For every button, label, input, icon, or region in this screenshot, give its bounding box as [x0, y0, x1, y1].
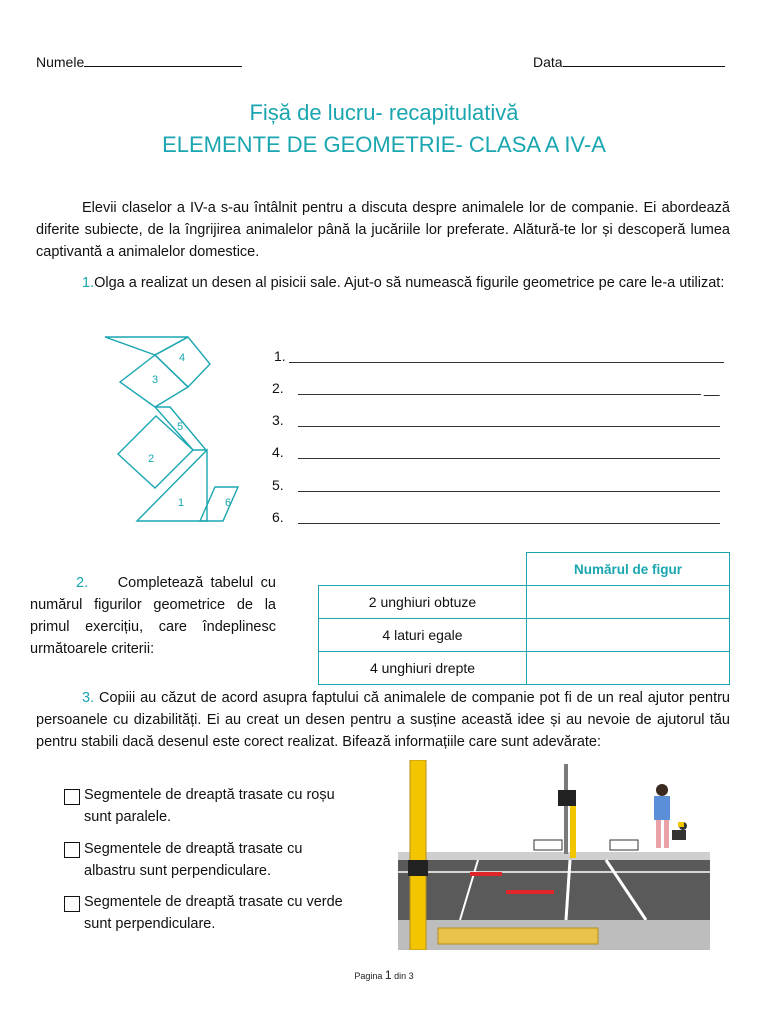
answer-number-4: 4.	[272, 444, 284, 460]
date-label: Data	[533, 54, 563, 70]
criteria-answer-cell[interactable]	[527, 586, 730, 619]
yellow-pole	[410, 760, 426, 950]
exercise-1-text	[36, 272, 730, 294]
exercise-2-prompt: Completează tabelul cu numărul figurilor geometrice de la primul exercițiu, care îndeplinesc următoarele criterii:	[30, 575, 276, 657]
intro-paragraph: Elevii claselor a IV-a s-au întâlnit pentru a discuta despre animalele lor de companie. Ei abordează diferite subiecte, de la îngrijirea animalelor până la jucăriile lor preferate. Alătură-te lor și descoperă lumea captivantă a animalelor domestice.	[36, 200, 730, 260]
exercise-2-text	[30, 572, 276, 660]
criteria-label: 2 unghiuri obtuze	[319, 586, 527, 619]
date-blank[interactable]	[563, 54, 725, 67]
table-row	[319, 652, 730, 685]
date-field[interactable]	[533, 54, 725, 70]
figure-label-5: 5	[177, 421, 184, 433]
criteria-table	[318, 552, 730, 685]
table-row	[319, 619, 730, 652]
exercise-3-prompt: Copiii au căzut de acord asupra faptului că animalele de companie pot fi de un real ajutor pentru persoanele cu dizabilități. Ei au creat un desen pentru a susține această idee și au nevoie de ajutorul tău pentru stabili dacă desenul este corect realizat. Bifează informațiile care sunt adevărate:	[36, 690, 730, 750]
answer-number-1: 1.	[274, 348, 286, 364]
figure-label-4: 4	[179, 352, 186, 364]
answer-line-4[interactable]	[298, 458, 720, 459]
answer-number-6: 6.	[272, 509, 284, 525]
answer-line-3[interactable]	[298, 426, 720, 427]
tangram-ear-shape	[105, 337, 188, 355]
table-header-count: Numărul de figur	[527, 553, 730, 586]
table-row	[319, 586, 730, 619]
option-2-text: Segmentele de dreaptă trasate cu albastru sunt perpendiculare.	[84, 841, 303, 879]
criteria-answer-cell[interactable]	[527, 619, 730, 652]
page-footer	[0, 968, 768, 982]
footer-middle: din	[394, 971, 407, 981]
option-3-text: Segmentele de dreaptă trasate cu verde sunt perpendiculare.	[84, 894, 343, 932]
figure-label-3: 3	[152, 374, 159, 386]
option-2-checkbox[interactable]	[64, 842, 80, 858]
criteria-label: 4 laturi egale	[319, 619, 527, 652]
figure-label-1: 1	[178, 497, 185, 509]
exercise-2-number: 2.	[76, 575, 89, 591]
answer-suffix-2: __	[704, 380, 720, 396]
answer-number-5: 5.	[272, 477, 284, 493]
footer-total: 3	[408, 971, 414, 981]
worksheet-subtitle: ELEMENTE DE GEOMETRIE- CLASA A IV-A	[162, 132, 606, 157]
criteria-label: 4 unghiuri drepte	[319, 652, 527, 685]
answer-line-1[interactable]	[289, 362, 724, 363]
name-blank[interactable]	[84, 54, 242, 67]
exercise-1-prompt: Olga a realizat un desen al pisicii sale. Ajut-o să numească figurile geometrice pe care le-a utilizat:	[94, 275, 725, 291]
answer-number-2: 2.	[272, 380, 284, 396]
name-field[interactable]	[36, 54, 242, 70]
answer-line-5[interactable]	[298, 491, 720, 492]
answer-number-3: 3.	[272, 412, 284, 428]
figure-label-2: 2	[148, 453, 155, 465]
answer-line-6[interactable]	[298, 523, 720, 524]
answer-line-2[interactable]	[298, 394, 701, 395]
exercise-1-number: 1.	[82, 275, 95, 291]
criteria-answer-cell[interactable]	[527, 652, 730, 685]
worksheet-title: Fișă de lucru- recapitulativă	[249, 100, 519, 125]
cat-tangram-figure	[100, 334, 240, 524]
table-header-row	[319, 553, 730, 586]
street-crossing-illustration	[398, 760, 710, 950]
exercise-3-text	[36, 687, 730, 753]
footer-page-number: 1	[384, 968, 392, 982]
footer-prefix: Pagina	[354, 971, 383, 981]
exercise-3-number: 3.	[82, 690, 95, 706]
option-1-checkbox[interactable]	[64, 789, 80, 805]
name-label: Numele	[36, 54, 85, 70]
figure-label-6: 6	[225, 497, 232, 509]
option-3-checkbox[interactable]	[64, 896, 80, 912]
option-1-text: Segmentele de dreaptă trasate cu roșu sunt paralele.	[84, 787, 335, 825]
